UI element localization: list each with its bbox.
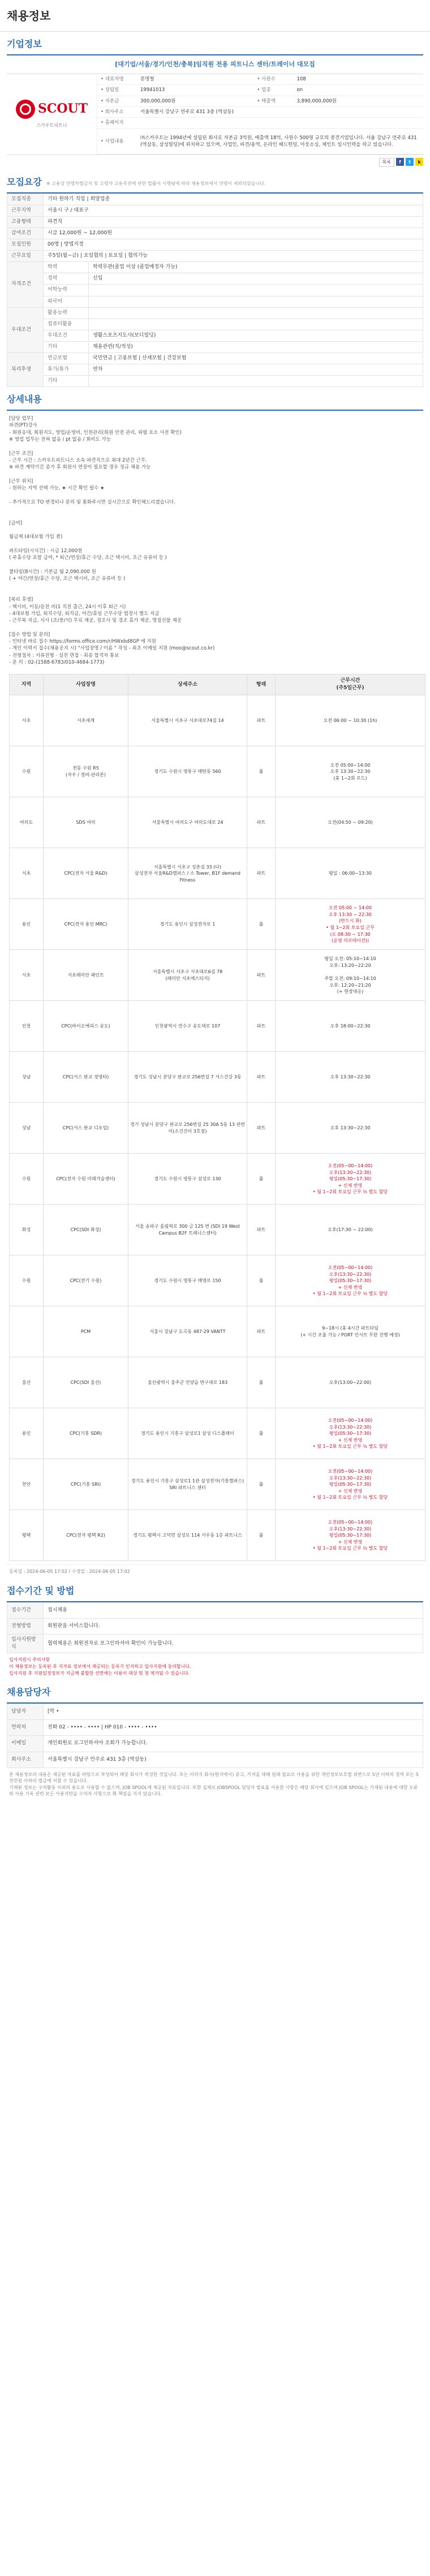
info-label: • 회사주소 (97, 107, 137, 118)
schedule-cell: 오후(13:00~22:00) (276, 1357, 425, 1408)
info-value: 3,890,000,000원 (293, 96, 423, 106)
schedule-cell: 경기 성남시 분당구 판교로 256번길 25 30A 5동 13 관련이(소건건이 3호점) (128, 1103, 247, 1154)
schedule-cell: 용인 (10, 1408, 44, 1459)
info-value: on (293, 85, 423, 96)
logo-mark-icon (16, 100, 35, 119)
company-info-row (97, 85, 423, 96)
contact-section (7, 1680, 423, 1801)
post-meta: 등록일 : 2024-06-05 17:02 / 수정일 : 2024-06-05 17:02 (7, 1564, 423, 1579)
schedule-cell: 오전(05~00~14:00) 오후(13:30~22:30) 평일(05:30~17:30) + 신체 반영 • 월 1~2회 토요일 근무 ½ 별도 할당 (276, 1255, 425, 1306)
recruit-label: 급여조건 (7, 228, 44, 239)
qual-row (7, 273, 423, 285)
kakao-icon[interactable]: k (415, 158, 423, 166)
apply-label: 입사지원방식 (7, 1635, 44, 1653)
recruit-note: ※ 고용상 연령차별금지 및 고령자 고용촉진에 관한 법률이 시행됨에 따라 채용정보에서 연령이 제외되었습니다. (46, 180, 266, 186)
pref-subvalue (89, 319, 423, 330)
pref-sublabel: 컴퓨터활용 (44, 319, 89, 330)
schedule-cell: 풀 (247, 1255, 276, 1306)
recruit-row (7, 217, 423, 228)
recruit-label: 근무지역 (7, 205, 44, 217)
schedule-row (10, 1408, 425, 1459)
qual-subvalue: 신입 (89, 273, 423, 285)
apply-section (7, 1579, 423, 1680)
schedule-row (10, 746, 425, 797)
info-label: • 자본금 (97, 96, 137, 106)
schedule-cell: PCM (44, 1306, 128, 1357)
qual-row (7, 296, 423, 307)
recruit-section (7, 170, 423, 387)
schedule-cell: 경기도 용인시 기흥구 삼성로1 1관 삼성전자(기흥캠퍼스) SRI 파트니스 센터 (128, 1459, 247, 1510)
company-logo (16, 100, 88, 119)
company-info-row (97, 118, 423, 128)
schedule-row (10, 695, 425, 746)
schedule-cell: 풀 (247, 899, 276, 950)
schedule-cell: 파트 (247, 1306, 276, 1357)
schedule-cell: CPC(전기 수원) (44, 1255, 128, 1306)
schedule-cell: 오후 13:30~22:30 (276, 1052, 425, 1103)
welfare-row (7, 364, 423, 375)
recruit-value: 시급 12,000원 ~ 12,000원 (44, 228, 423, 239)
pref-row (7, 341, 423, 352)
schedule-cell: 오전(05~00~14:00) 오후(13:30~22:30) 평일(05:30~17:30) + 신체 반영 • 월 1~2회 토요일 근무 ½ 별도 할당 (276, 1510, 425, 1561)
schedule-row (10, 797, 425, 848)
pref-row (7, 319, 423, 330)
pref-subvalue (89, 307, 423, 319)
logo-box (7, 74, 97, 154)
info-value: 서울특별시 강남구 언주로 431 3층 (역삼동) (137, 107, 423, 118)
contact-label: 이메일 (7, 1736, 44, 1752)
schedule-cell: 오전 06:00 ~ 10:30 (1h) (276, 695, 425, 746)
recruit-row (7, 194, 423, 205)
info-label: • 업종 (253, 85, 293, 96)
recruit-label: 고용형태 (7, 217, 44, 228)
schedule-cell: 경기도 수원시 영통구 매탄동 560 (128, 746, 247, 797)
apply-label: 접수기간 (7, 1603, 44, 1619)
pref-row (7, 330, 423, 341)
schedule-cell: 오전 05:00 ~ 14:00 오후 13:30 ~ 22:30 (반드시 화) • 월 1~2회 토요일 근무 (오 08:30 ~ 17:30 (운영 미로테이션)) (276, 899, 425, 950)
schedule-row (10, 1205, 425, 1255)
contact-row (7, 1736, 423, 1752)
info-value: 19941013 (137, 85, 253, 96)
pref-sublabel: 우대조건 (44, 330, 89, 341)
welfare-sublabel: 기타 (44, 375, 89, 386)
welfare-row (7, 375, 423, 386)
schedule-cell: 서초 (10, 695, 44, 746)
schedule-cell: 서초 (10, 848, 44, 899)
share-bar (7, 155, 423, 170)
contact-label: 연락처 (7, 1720, 44, 1736)
schedule-cell: 울산광역시 울주군 언양읍 반구대로 183 (128, 1357, 247, 1408)
schedule-cell: 경기도 성남시 분당구 판교로 256번길 7 서스건강 3동 (128, 1052, 247, 1103)
schedule-cell: 오전 05:00~14:00 오후 13:30~22:30 (휴 1~2회 로드) (276, 746, 425, 797)
qual-sublabel: 어학능력 (44, 285, 89, 296)
schedule-row (10, 950, 425, 1001)
recruit-row (7, 205, 423, 217)
pref-sublabel: 기타 (44, 341, 89, 352)
company-heading: 기업정보 (7, 32, 423, 55)
pref-sublabel: 활용능력 (44, 307, 89, 319)
welfare-subvalue: 연차 (89, 364, 423, 375)
schedule-cell: CPC(전자 평택 R2) (44, 1510, 128, 1561)
apply-value: 회원판을 서비스합니다. (44, 1619, 423, 1635)
schedule-cell: 서울 송파구 올림픽로 300 금 125 번 (SDI 19 West Campus B2F 트레니스센터) (128, 1205, 247, 1255)
schedule-cell: 경기도 용인시 기흥구 삼성로1 삼성 디스플레이 (128, 1408, 247, 1459)
contact-value: [박 • (44, 1704, 423, 1720)
qual-subvalue: 학력무관(졸업 이상 (졸업예정자 가능) (89, 262, 423, 273)
recruit-value: 기타 원하기 직업 | 희망업종 (44, 194, 423, 205)
info-value: 108 (293, 74, 423, 85)
schedule-cell: 서울특별시 서초구 서초대로6길 78 (래미안 서초에스티지) (128, 950, 247, 1001)
schedule-cell: CPC(SDI 화성) (44, 1205, 128, 1255)
schedule-cell: 경기도 수원시 영통구 삼성로 130 (128, 1154, 247, 1205)
schedule-cell: 오후 13:30~22:30 (276, 1103, 425, 1154)
welfare-sublabel: 휴가/휴가 (44, 364, 89, 375)
facebook-icon[interactable]: f (396, 158, 404, 166)
info-label: • 매출액 (253, 96, 293, 106)
schedule-cell: 서초래미안 패인트 (44, 950, 128, 1001)
company-intro: ㈜스카우트는 1994년에 설립된 회사로 자본금 3억원, 매출액 18억, 사원수 500명 규모의 중견기업입니다. 서울 강남구 언주로 431 (역삼동, 삼성빌딩)에 위치하고 있으며, 사업인, 파견/용역, 온라인 헤드헌팅, 아웃소싱, 체인트 임시인력을 하고 있습니다. (137, 128, 423, 154)
schedule-cell: CPC(전자 용인 MRC) (44, 899, 128, 950)
qual-row (7, 262, 423, 273)
schedule-cell: 오전(05~00~14:00) 오후(13:30~22:30) 평일(05:30~17:30) + 신체 반영 • 월 1~2회 토요일 근무 ½ 별도 할당 (276, 1408, 425, 1459)
detail-section (7, 387, 423, 1579)
contact-label: 담당자 (7, 1704, 44, 1720)
recruit-value: 파견직 (44, 217, 423, 228)
schedule-cell: 풀 (247, 1154, 276, 1205)
schedule-cell: 파트 (247, 1052, 276, 1103)
apply-value: 접시채용 (44, 1603, 423, 1619)
schedule-cell: 인천광역시 연수구 송도대로 107 (128, 1001, 247, 1052)
company-info (97, 74, 423, 154)
schedule-cell: 서초 (10, 950, 44, 1001)
schedule-cell: CPC(SDI 울산) (44, 1357, 128, 1408)
qual-subvalue (89, 285, 423, 296)
schedule-cell: 수원 (10, 746, 44, 797)
company-intro-row (97, 128, 423, 154)
company-info-row (97, 96, 423, 106)
schedule-cell: 풀 (247, 1357, 276, 1408)
schedule-row (10, 1052, 425, 1103)
schedule-cell: 여의도 (10, 797, 44, 848)
intro-label: • 사업내용 (97, 128, 137, 154)
schedule-cell: CPC(기흥 SDR) (44, 1408, 128, 1459)
schedule-row (10, 1357, 425, 1408)
contact-footnote: 본 채용정보의 내용은 제공된 자료를 바탕으로 작성되어 해당 회사가 작성한 것입니다. 또는 이러지 회사(현지에서) 중고, 가져올 대해 원래 필요로 사용을 위한 개인정보보호법 위반으로 5년 이하의 징역 또는 5천만원 이하의 벌금에 처할 수 있습니다. 기재된 정보는 구직활동 이외의 용도로 사용할 수 없으며, JOB SPOOL에 제공된 자료입니다. 또한 실제로 JOBSPOOL 담당자 발표를 사용한 사항은 해당 회사에 있으며 JOB SPOOL는 가재된 내용에 대한 오류와 사용 기록 관련 모든 사용자만을 수치자 사항으로 확 책임을 지지 않습니다. (9, 1771, 419, 1797)
schedule-row (10, 1510, 425, 1561)
recruit-label: 근무요일 (7, 251, 44, 262)
contact-row (7, 1704, 423, 1720)
schedule-cell: 전동 수원 R5 (자우 / 경비-관리본) (44, 746, 128, 797)
qual-label: 자격조건 (7, 262, 44, 307)
schedule-cell: 파트 (247, 950, 276, 1001)
schedule-cell: 파트 (247, 1001, 276, 1052)
schedule-cell: 평일 오전: 05:10~14:10 오후: 13:20~22:20 주말 오전: 09:10~14:10 오후: 12:20~21:20 (+ 현장대응) (276, 950, 425, 1001)
contact-table (7, 1704, 423, 1767)
schedule-cell: 평택 (10, 1510, 44, 1561)
schedule-cell: 경기도 용인시 삼성전자로 1 (128, 899, 247, 950)
schedule-cell: 풀 (247, 1408, 276, 1459)
schedule-cell: 서울특별시 여의도구 여의도대로 24 (128, 797, 247, 848)
schedule-row (10, 1103, 425, 1154)
schedule-cell: 파트 (247, 797, 276, 848)
schedule-cell (10, 1306, 44, 1357)
schedule-cell: 서울특별시 서초구 성촌길 33 (다) 삼성전자 서울R&D캠퍼스 / 소 Tower, B1F demand Fitness (128, 848, 247, 899)
schedule-row (10, 848, 425, 899)
schedule-cell: CPC(서스 판교 디포업) (44, 1103, 128, 1154)
apply-row (7, 1603, 423, 1619)
schedule-header: 상세주소 (128, 674, 247, 695)
apply-label: 전형방법 (7, 1619, 44, 1635)
schedule-cell: 경기도 수원시 영통구 매영로 150 (128, 1255, 247, 1306)
schedule-row (10, 1306, 425, 1357)
schedule-header: 지역 (10, 674, 44, 695)
schedule-cell: 성남 (10, 1052, 44, 1103)
info-label: • 설립일 (97, 85, 137, 96)
apply-row (7, 1619, 423, 1635)
schedule-cell: 인천 (10, 1001, 44, 1052)
schedule-cell: 오전(05~00~14:00) 오후(13:30~22:30) 평일(05:30~17:30) + 신체 반영 • 월 1~2회 토요일 근무 ½ 별도 할당 (276, 1459, 425, 1510)
schedule-cell: CPC(서스 판교 경영타) (44, 1052, 128, 1103)
info-value: 문명철 (137, 74, 253, 85)
contact-value: 서울특별시 강남구 언주로 431 3층 (역삼동) (44, 1752, 423, 1767)
contact-heading: 채용담당자 (7, 1680, 423, 1704)
schedule-cell: 화성 (10, 1205, 44, 1255)
apply-row (7, 1635, 423, 1653)
qual-row (7, 285, 423, 296)
recruit-row (7, 251, 423, 262)
schedule-cell: 성남 (10, 1103, 44, 1154)
apply-heading: 접수기간 및 방법 (7, 1579, 423, 1602)
company-section (7, 32, 423, 170)
schedule-row (10, 1255, 425, 1306)
schedule-header: 근무시간 (주5일근무) (276, 674, 425, 695)
contact-row (7, 1720, 423, 1736)
company-name: 스카우트피트니 (36, 123, 67, 128)
welfare-subvalue (89, 375, 423, 386)
apply-value: 협력채용은 회원전자로 포그인하셔야 확인이 가능합니다. (44, 1635, 423, 1653)
schedule-cell: 오전(04:50 ~ 09:20) (276, 797, 425, 848)
schedule-cell: 파트 (247, 1103, 276, 1154)
schedule-cell: 서울특별시 서초구 서초대로74길 14 (128, 695, 247, 746)
logo-text: SCOUT (37, 101, 88, 117)
recruit-label: 모집인원 (7, 239, 44, 251)
schedule-row (10, 1459, 425, 1510)
recruit-value: 00명 | 방법지정 (44, 239, 423, 251)
pref-row (7, 307, 423, 319)
company-info-row (97, 74, 423, 85)
contact-row (7, 1752, 423, 1767)
detail-body: [담당 업무] 파견(PT)강사 - 회원응대, 회원지도, 영업/운영비, 인천관리(회원 안전 관리, 위험 요소 사전 확인) ※ 영업 업무는 전혀 없음 / pt 없음 / 회비도 가능 [근무 조건] - 근무 시간 : 스카우트피트니스 소속 파견직으로 최대 2년간 근무. ※ 파견 계약기간 종가 후 회원사 연장이 필요할 경우 정규 채용 가능 [근무 위치] - 원하는 지역 선택 가능, ★ 시간 확인 필수 ★ - 추가적으로 TO 변경되나 문의 및 통화주시면 실시간으로 확인해드리겠습니다. [급여] 월급제 (4대보험 가입 者) 파트타임(시식간) : 시급 12,000원 ( 주휴수당 포함 급여, * 퇴근/연장/휴근 수당, 조근 택시비, 조근 유류비 등 ) 풀타임(8시간) : 기본급 월 2,090,000 원 ( + 야간/연장/휴근 수당, 조근 택시비, 조근 유류비 등 ) [복리 후생] - 택시비, 이동/운전 비(1 직전 출근, 24시 이후 퇴근 시) - 4대보험 가입, 퇴직수당, 퇴직금, 야간/휴일 근무수당 법정시 별도 지급 - 근무복 지급, 식사 (조/중/석) 무료 제공, 경조사 및 경조 휴가 제공, 명절선물 제공 [접수 방법 및 문의] - 인터넷 바로 접수 https://forms.office.com/r/HWxbd8GP 에 지원 - 개인 이력서 접수(채용공지 시) "사업장명 / 이름 " 작성 - 최초 이메일 지원 (moo@scout.co.kr) - 전형절차 : 서류전형 · 실전 면접 · 최종 합격자 통보 - 문 의 : 02-(1588-6783/010-4684-1773) (9, 416, 215, 666)
schedule-cell: 파트 (247, 1205, 276, 1255)
qual-sublabel: 경력 (44, 273, 89, 285)
schedule-cell: 수원 (10, 1154, 44, 1205)
recruit-row (7, 239, 423, 251)
recruit-value: 서울시 구 / 대표구 (44, 205, 423, 217)
info-label: • 사원수 (253, 74, 293, 85)
detail-heading: 상세내용 (7, 387, 423, 411)
recruit-value: 주5일(월~금) | 요일협의 | 토요일 | 협의가능 (44, 251, 423, 262)
welfare-subvalue: 국민연금 | 고용보험 | 산재보험 | 건강보험 (89, 352, 423, 364)
schedule-cell: SDS 여의 (44, 797, 128, 848)
pref-subvalue: 생활스포츠지도사(보디빌딩) (89, 330, 423, 341)
schedule-cell: CPC(바이오에피스 송도) (44, 1001, 128, 1052)
schedule-cell: CPC(전자 서울 R&D) (44, 848, 128, 899)
schedule-header: 사업장명 (44, 674, 128, 695)
qual-subvalue (89, 296, 423, 307)
twitter-icon[interactable]: t (406, 158, 414, 166)
schedule-cell: 수원 (10, 1255, 44, 1306)
info-value: 300,000,000원 (137, 96, 253, 106)
recruit-row (7, 228, 423, 239)
schedule-cell: 풀 (247, 1459, 276, 1510)
schedule-header: 형태 (247, 674, 276, 695)
recruit-table (7, 193, 423, 387)
schedule-cell: 오전(05~00~14:00) 오후(13:30~22:30) 평일(05:30~17:30) + 신체 반영 • 월 1~2회 토요일 근무 ½ 별도 할당 (276, 1154, 425, 1205)
welfare-label: 복리후생 (7, 352, 44, 386)
contact-label: 회사주소 (7, 1752, 44, 1767)
schedule-cell: 9~18시 (휴 4시간 파트타임 (+ 시간 조율 가능 / PORT 인서트 무한 진행 예정) (276, 1306, 425, 1357)
contact-value: 개인회원로 로그인하셔야 조회가 가능합니다. (44, 1736, 423, 1752)
info-label: • 대표자명 (97, 74, 137, 85)
contact-value: 전화 02 - •••• - •••• | HP 010 - •••• - •••• (44, 1720, 423, 1736)
schedule-cell: 풀 (247, 1510, 276, 1561)
welfare-row (7, 352, 423, 364)
recruit-heading (7, 170, 423, 193)
recruit-heading-text: 모집요강 (7, 176, 42, 187)
schedule-cell: 울산 (10, 1357, 44, 1408)
apply-notice: 입사지원시 주의사항 이 채용정보는 등록된 후 지자료 정보에서 제공되는 등록기 인지하고 입사지원에 동의합니다. 입사지원 후 지원일정정보가 지금께 불합한 선면에는 이용이 대상 및 청 제거될 수 있습니다. (9, 1657, 191, 1676)
company-card (7, 74, 423, 155)
schedule-cell: 파트 (247, 695, 276, 746)
schedule-cell: 용인 (10, 899, 44, 950)
schedule-cell: CPC(기흥 SRI) (44, 1459, 128, 1510)
list-button[interactable]: 목록 (379, 158, 394, 167)
schedule-cell: 파트 (247, 848, 276, 899)
qual-sublabel: 학력 (44, 262, 89, 273)
schedule-row (10, 1154, 425, 1205)
schedule-cell: 풀 (247, 746, 276, 797)
company-info-row (97, 107, 423, 118)
schedule-cell: 오후(17:30 ~ 22:00) (276, 1205, 425, 1255)
info-value (137, 118, 423, 128)
schedule-cell: 오후 18:00~22:30 (276, 1001, 425, 1052)
schedule-table (9, 674, 425, 1561)
apply-table (7, 1602, 423, 1653)
welfare-sublabel: 연금보험 (44, 352, 89, 364)
pref-subvalue: 채용관련(직/적성) (89, 341, 423, 352)
page-title: 채용정보 (0, 0, 430, 32)
schedule-cell: 서초세계 (44, 695, 128, 746)
qual-sublabel: 외국어 (44, 296, 89, 307)
schedule-cell: 서울시 강남구 도곡동 487-29 VANTT (128, 1306, 247, 1357)
info-label: • 홈페이지 (97, 118, 137, 128)
schedule-cell: 경기도 평택시 고덕면 삼성로 114 서우동 1층 파트니스 (128, 1510, 247, 1561)
recruit-label: 모집직종 (7, 194, 44, 205)
schedule-cell: 천안 (10, 1459, 44, 1510)
schedule-row (10, 899, 425, 950)
pref-label: 우대조건 (7, 307, 44, 352)
schedule-cell: 평일 : 06:00~13:30 (276, 848, 425, 899)
schedule-row (10, 1001, 425, 1052)
job-title: [대기업/서울/경기/인천/충북]임직원 전용 피트니스 센터/트레이너 대모집 (7, 55, 423, 74)
schedule-cell: CPC(전자 수원 미래가술센터) (44, 1154, 128, 1205)
